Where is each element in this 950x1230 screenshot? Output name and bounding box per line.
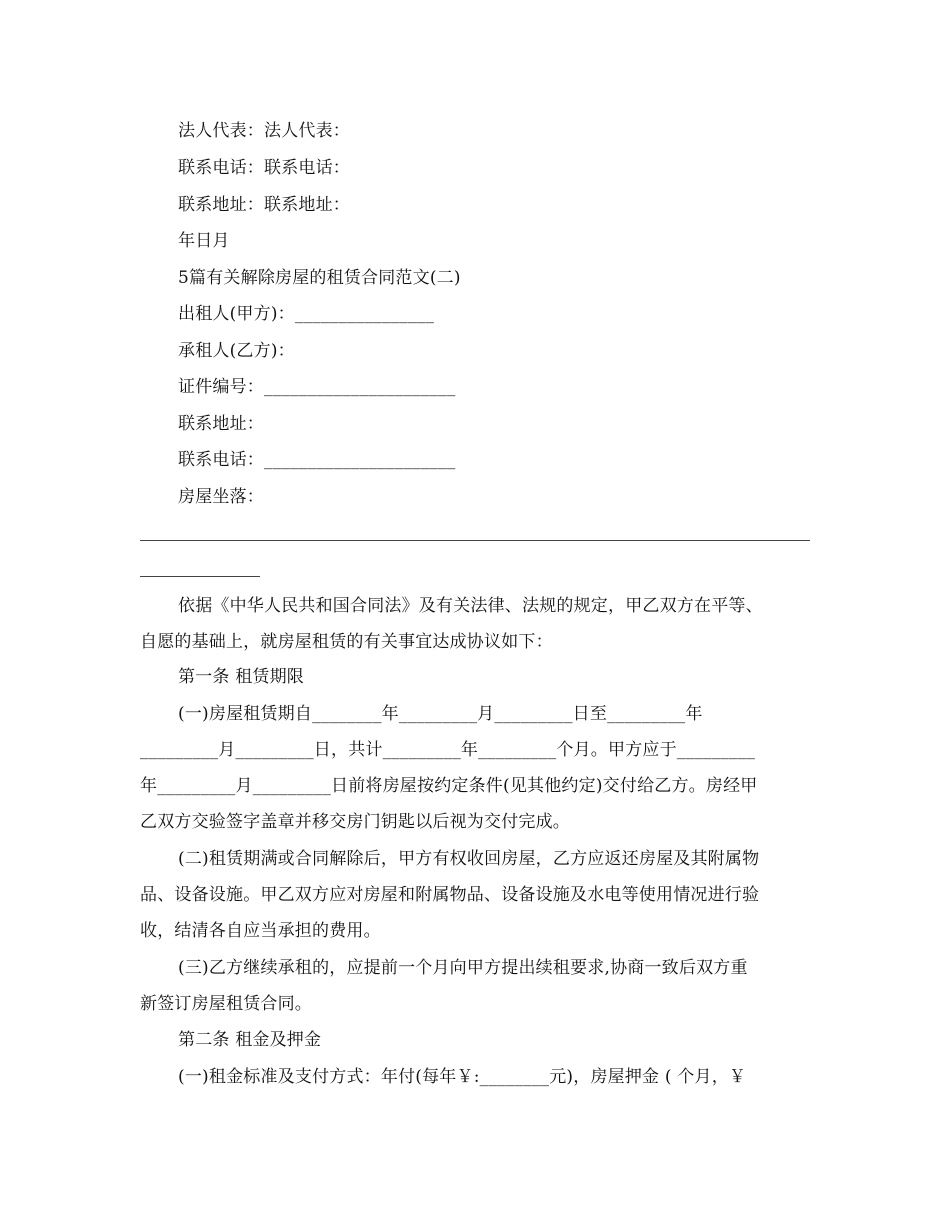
- blank-underline: [140, 576, 260, 577]
- text-line: 法人代表：法人代表：: [178, 121, 350, 141]
- paragraph-line: 品、设备设施。甲乙双方应对房屋和附属物品、设备设施及水电等使用情况进行验: [140, 885, 760, 905]
- text-line: 承租人(乙方)：: [178, 341, 295, 361]
- text-line: 年日月: [178, 231, 230, 251]
- text-line: 联系电话：______________________: [178, 450, 456, 470]
- paragraph-line: (一)房屋租赁期自________年_________月_________日至_________年: [178, 704, 703, 724]
- paragraph-line: (一)租金标准及支付方式：年付(每年￥:________元)，房屋押金 ( 个月，￥: [178, 1067, 747, 1087]
- article-heading: 第二条 租金及押金: [178, 1030, 322, 1050]
- paragraph-line: 收，结清各自应当承担的费用。: [140, 921, 381, 941]
- paragraph-line: 依据《中华人民共和国合同法》及有关法律、法规的规定，甲乙双方在平等、: [178, 596, 763, 616]
- text-line: 证件编号：______________________: [178, 377, 456, 397]
- paragraph-line: 年_________月_________日前将房屋按约定条件(见其他约定)交付给乙方。房经甲: [140, 776, 758, 796]
- article-heading: 第一条 租赁期限: [178, 667, 305, 687]
- section-heading: 5篇有关解除房屋的租赁合同范文(二): [178, 268, 461, 288]
- text-line: 房屋坐落：: [178, 487, 264, 507]
- paragraph-line: 乙双方交验签字盖章并移交房门钥匙以后视为交付完成。: [140, 812, 570, 832]
- paragraph-line: (三)乙方继续承租的，应提前一个月向甲方提出续租要求,协商一致后双方重: [178, 958, 748, 978]
- blank-underline: [140, 540, 810, 541]
- text-line: 出租人(甲方)：________________: [178, 304, 435, 324]
- text-line: 联系地址：: [178, 414, 264, 434]
- paragraph-line: 新签订房屋租赁合同。: [140, 994, 312, 1014]
- paragraph-line: (二)租赁期满或合同解除后，甲方有权收回房屋，乙方应返还房屋及其附属物: [178, 849, 760, 869]
- paragraph-line: _________月_________日，共计_________年_________个月。甲方应于_________: [140, 740, 756, 760]
- text-line: 联系地址：联系地址：: [178, 195, 350, 215]
- text-line: 联系电话：联系电话：: [178, 158, 350, 178]
- paragraph-line: 自愿的基础上，就房屋租赁的有关事宜达成协议如下：: [140, 632, 553, 652]
